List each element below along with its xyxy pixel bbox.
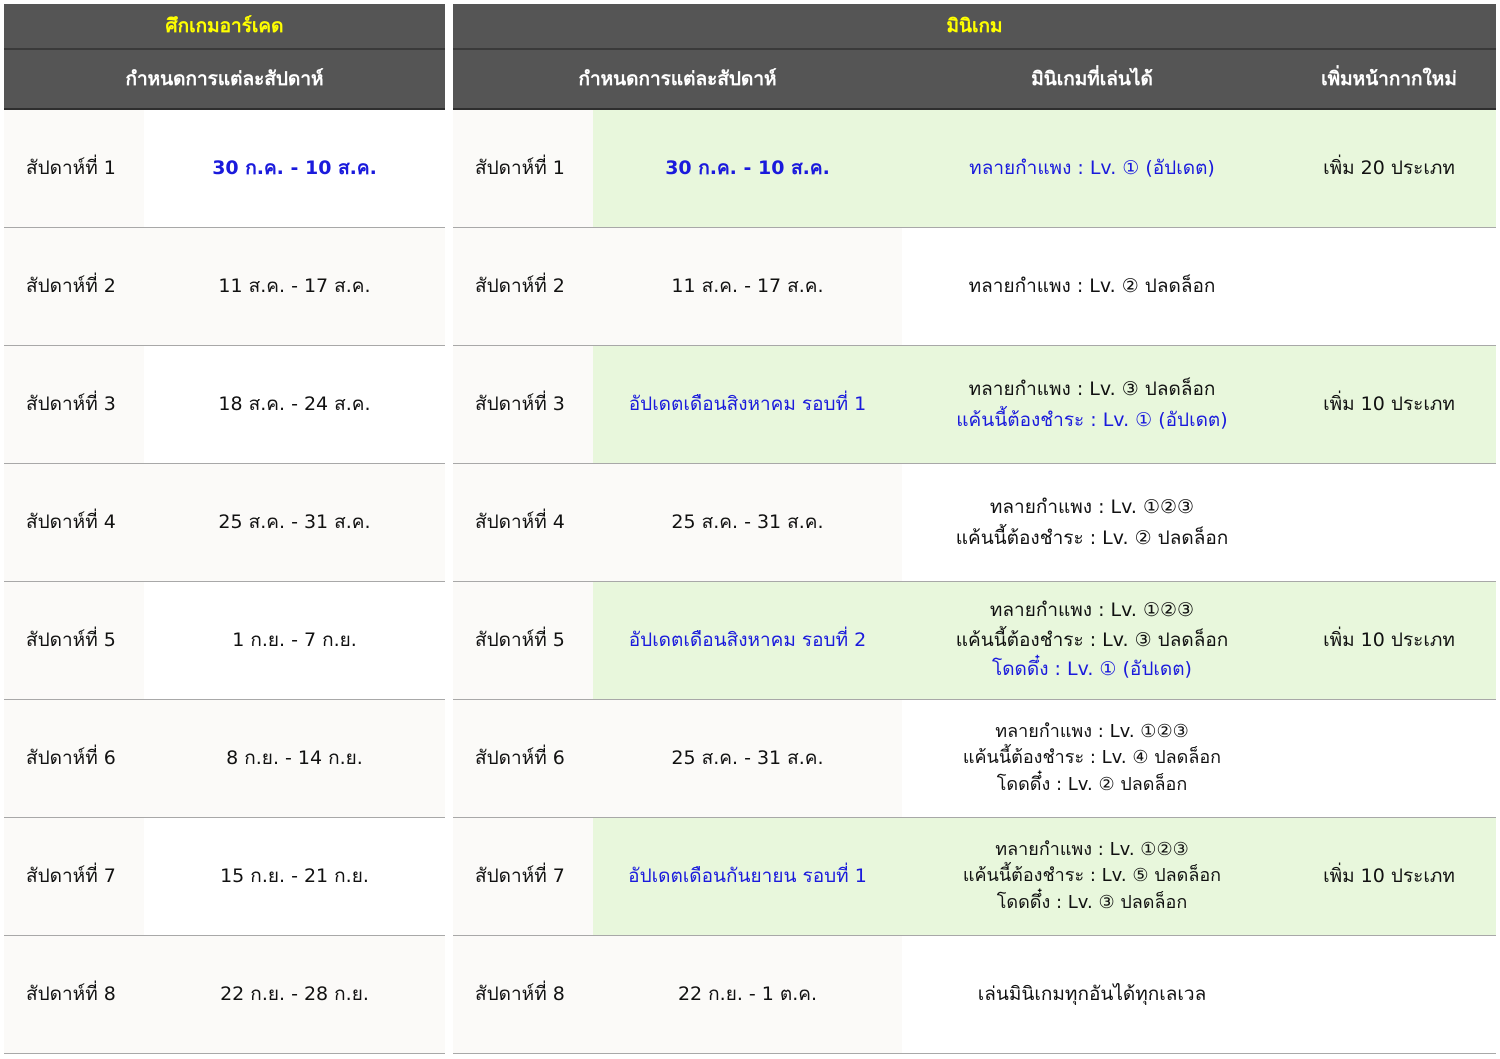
minigame-entry: แค้นนี้ต้องชำระ : Lv. ③ ปลดล็อก xyxy=(955,628,1229,651)
minigame-col-games: มินิเกมที่เล่นได้ xyxy=(1031,68,1153,90)
minigame-list xyxy=(902,936,1282,1053)
week-label: สัปดาห์ที่ 3 xyxy=(453,346,593,463)
minigame-list xyxy=(902,228,1282,345)
week-label: สัปดาห์ที่ 5 xyxy=(4,582,144,699)
arcade-row xyxy=(4,228,445,346)
week-label: สัปดาห์ที่ 1 xyxy=(453,110,593,227)
mask-count xyxy=(1282,228,1496,345)
arcade-col-schedule: กำหนดการแต่ละสัปดาห์ xyxy=(125,68,324,90)
week-label: สัปดาห์ที่ 5 xyxy=(453,582,593,699)
week-label: สัปดาห์ที่ 6 xyxy=(453,700,593,817)
minigame-row xyxy=(453,228,1496,346)
minigame-entry: ทลายกำแพง : Lv. ① (อัปเดต) xyxy=(969,157,1215,180)
minigame-list xyxy=(902,464,1282,581)
arcade-row xyxy=(4,110,445,228)
date-range: อัปเดตเดือนกันยายน รอบที่ 1 xyxy=(593,818,902,935)
week-label: สัปดาห์ที่ 4 xyxy=(453,464,593,581)
date-range: 22 ก.ย. - 28 ก.ย. xyxy=(144,936,445,1053)
date-range: 25 ส.ค. - 31 ส.ค. xyxy=(593,464,902,581)
minigame-row xyxy=(453,936,1496,1054)
minigame-entry: ทลายกำแพง : Lv. ①②③ xyxy=(995,839,1189,861)
minigame-list xyxy=(902,818,1282,935)
arcade-title: ศึกเกมอาร์เคด xyxy=(4,4,445,50)
week-label: สัปดาห์ที่ 8 xyxy=(4,936,144,1053)
week-label: สัปดาห์ที่ 1 xyxy=(4,110,144,227)
minigame-entry: โดดดึ๋ง : Lv. ① (อัปเดต) xyxy=(992,658,1192,681)
minigame-entry: แค้นนี้ต้องชำระ : Lv. ② ปลดล็อก xyxy=(955,526,1229,549)
mask-count xyxy=(1282,936,1496,1053)
minigame-list xyxy=(902,582,1282,699)
minigame-row xyxy=(453,346,1496,464)
arcade-row xyxy=(4,936,445,1054)
minigame-entry: ทลายกำแพง : Lv. ①②③ xyxy=(989,599,1195,622)
arcade-row xyxy=(4,700,445,818)
arcade-row xyxy=(4,346,445,464)
date-range: 1 ก.ย. - 7 ก.ย. xyxy=(232,629,357,652)
mask-count: เพิ่ม 20 ประเภท xyxy=(1282,110,1496,227)
mask-count: เพิ่ม 10 ประเภท xyxy=(1282,582,1496,699)
minigame-entry: เล่นมินิเกมทุกอันได้ทุกเลเวล xyxy=(977,983,1207,1006)
minigame-row xyxy=(453,818,1496,936)
week-label: สัปดาห์ที่ 6 xyxy=(4,700,144,817)
minigame-entry: โดดดึ๋ง : Lv. ③ ปลดล็อก xyxy=(996,891,1188,913)
date-range: 11 ส.ค. - 17 ส.ค. xyxy=(144,228,445,345)
minigame-row xyxy=(453,464,1496,582)
arcade-row xyxy=(4,818,445,936)
arcade-header-row xyxy=(4,50,445,110)
date-range: 11 ส.ค. - 17 ส.ค. xyxy=(593,228,902,345)
minigame-row xyxy=(453,582,1496,700)
week-label: สัปดาห์ที่ 8 xyxy=(453,936,593,1053)
minigame-list xyxy=(902,346,1282,463)
minigame-entry: ทลายกำแพง : Lv. ①②③ xyxy=(995,721,1189,743)
minigame-list xyxy=(902,110,1282,227)
minigame-title: มินิเกม xyxy=(453,4,1496,50)
arcade-row xyxy=(4,582,445,700)
minigame-entry: โดดดึ๋ง : Lv. ② ปลดล็อก xyxy=(996,773,1188,795)
minigame-entry: ทลายกำแพง : Lv. ①②③ xyxy=(989,496,1195,519)
week-label: สัปดาห์ที่ 7 xyxy=(4,818,144,935)
minigame-panel xyxy=(453,4,1496,1054)
minigame-col-schedule: กำหนดการแต่ละสัปดาห์ xyxy=(578,68,777,90)
minigame-entry: แค้นนี้ต้องชำระ : Lv. ④ ปลดล็อก xyxy=(962,747,1222,769)
minigame-entry: แค้นนี้ต้องชำระ : Lv. ① (อัปเดต) xyxy=(956,408,1228,431)
date-range: 25 ส.ค. - 31 ส.ค. xyxy=(144,464,445,581)
week-label: สัปดาห์ที่ 2 xyxy=(453,228,593,345)
mask-count xyxy=(1282,700,1496,817)
minigame-row xyxy=(453,700,1496,818)
date-range: 30 ก.ค. - 10 ส.ค. xyxy=(212,157,377,180)
mask-count: เพิ่ม 10 ประเภท xyxy=(1282,818,1496,935)
week-label: สัปดาห์ที่ 3 xyxy=(4,346,144,463)
date-range: 15 ก.ย. - 21 ก.ย. xyxy=(220,865,369,888)
date-range: 18 ส.ค. - 24 ส.ค. xyxy=(218,393,371,416)
arcade-panel xyxy=(4,4,445,1054)
week-label: สัปดาห์ที่ 7 xyxy=(453,818,593,935)
arcade-row xyxy=(4,464,445,582)
minigame-row xyxy=(453,110,1496,228)
mask-count xyxy=(1282,464,1496,581)
minigame-header-row xyxy=(453,50,1496,110)
minigame-col-masks: เพิ่มหน้ากากใหม่ xyxy=(1321,68,1457,90)
date-range: อัปเดตเดือนสิงหาคม รอบที่ 1 xyxy=(593,346,902,463)
mask-count: เพิ่ม 10 ประเภท xyxy=(1282,346,1496,463)
date-range: 8 ก.ย. - 14 ก.ย. xyxy=(144,700,445,817)
week-label: สัปดาห์ที่ 4 xyxy=(4,464,144,581)
minigame-entry: ทลายกำแพง : Lv. ② ปลดล็อก xyxy=(968,275,1216,298)
minigame-list xyxy=(902,700,1282,817)
date-range: 22 ก.ย. - 1 ต.ค. xyxy=(593,936,902,1053)
minigame-entry: แค้นนี้ต้องชำระ : Lv. ⑤ ปลดล็อก xyxy=(962,865,1222,887)
week-label: สัปดาห์ที่ 2 xyxy=(4,228,144,345)
date-range: 25 ส.ค. - 31 ส.ค. xyxy=(593,700,902,817)
date-range: อัปเดตเดือนสิงหาคม รอบที่ 2 xyxy=(593,582,902,699)
date-range: 30 ก.ค. - 10 ส.ค. xyxy=(593,110,902,227)
minigame-entry: ทลายกำแพง : Lv. ③ ปลดล็อก xyxy=(968,378,1216,401)
